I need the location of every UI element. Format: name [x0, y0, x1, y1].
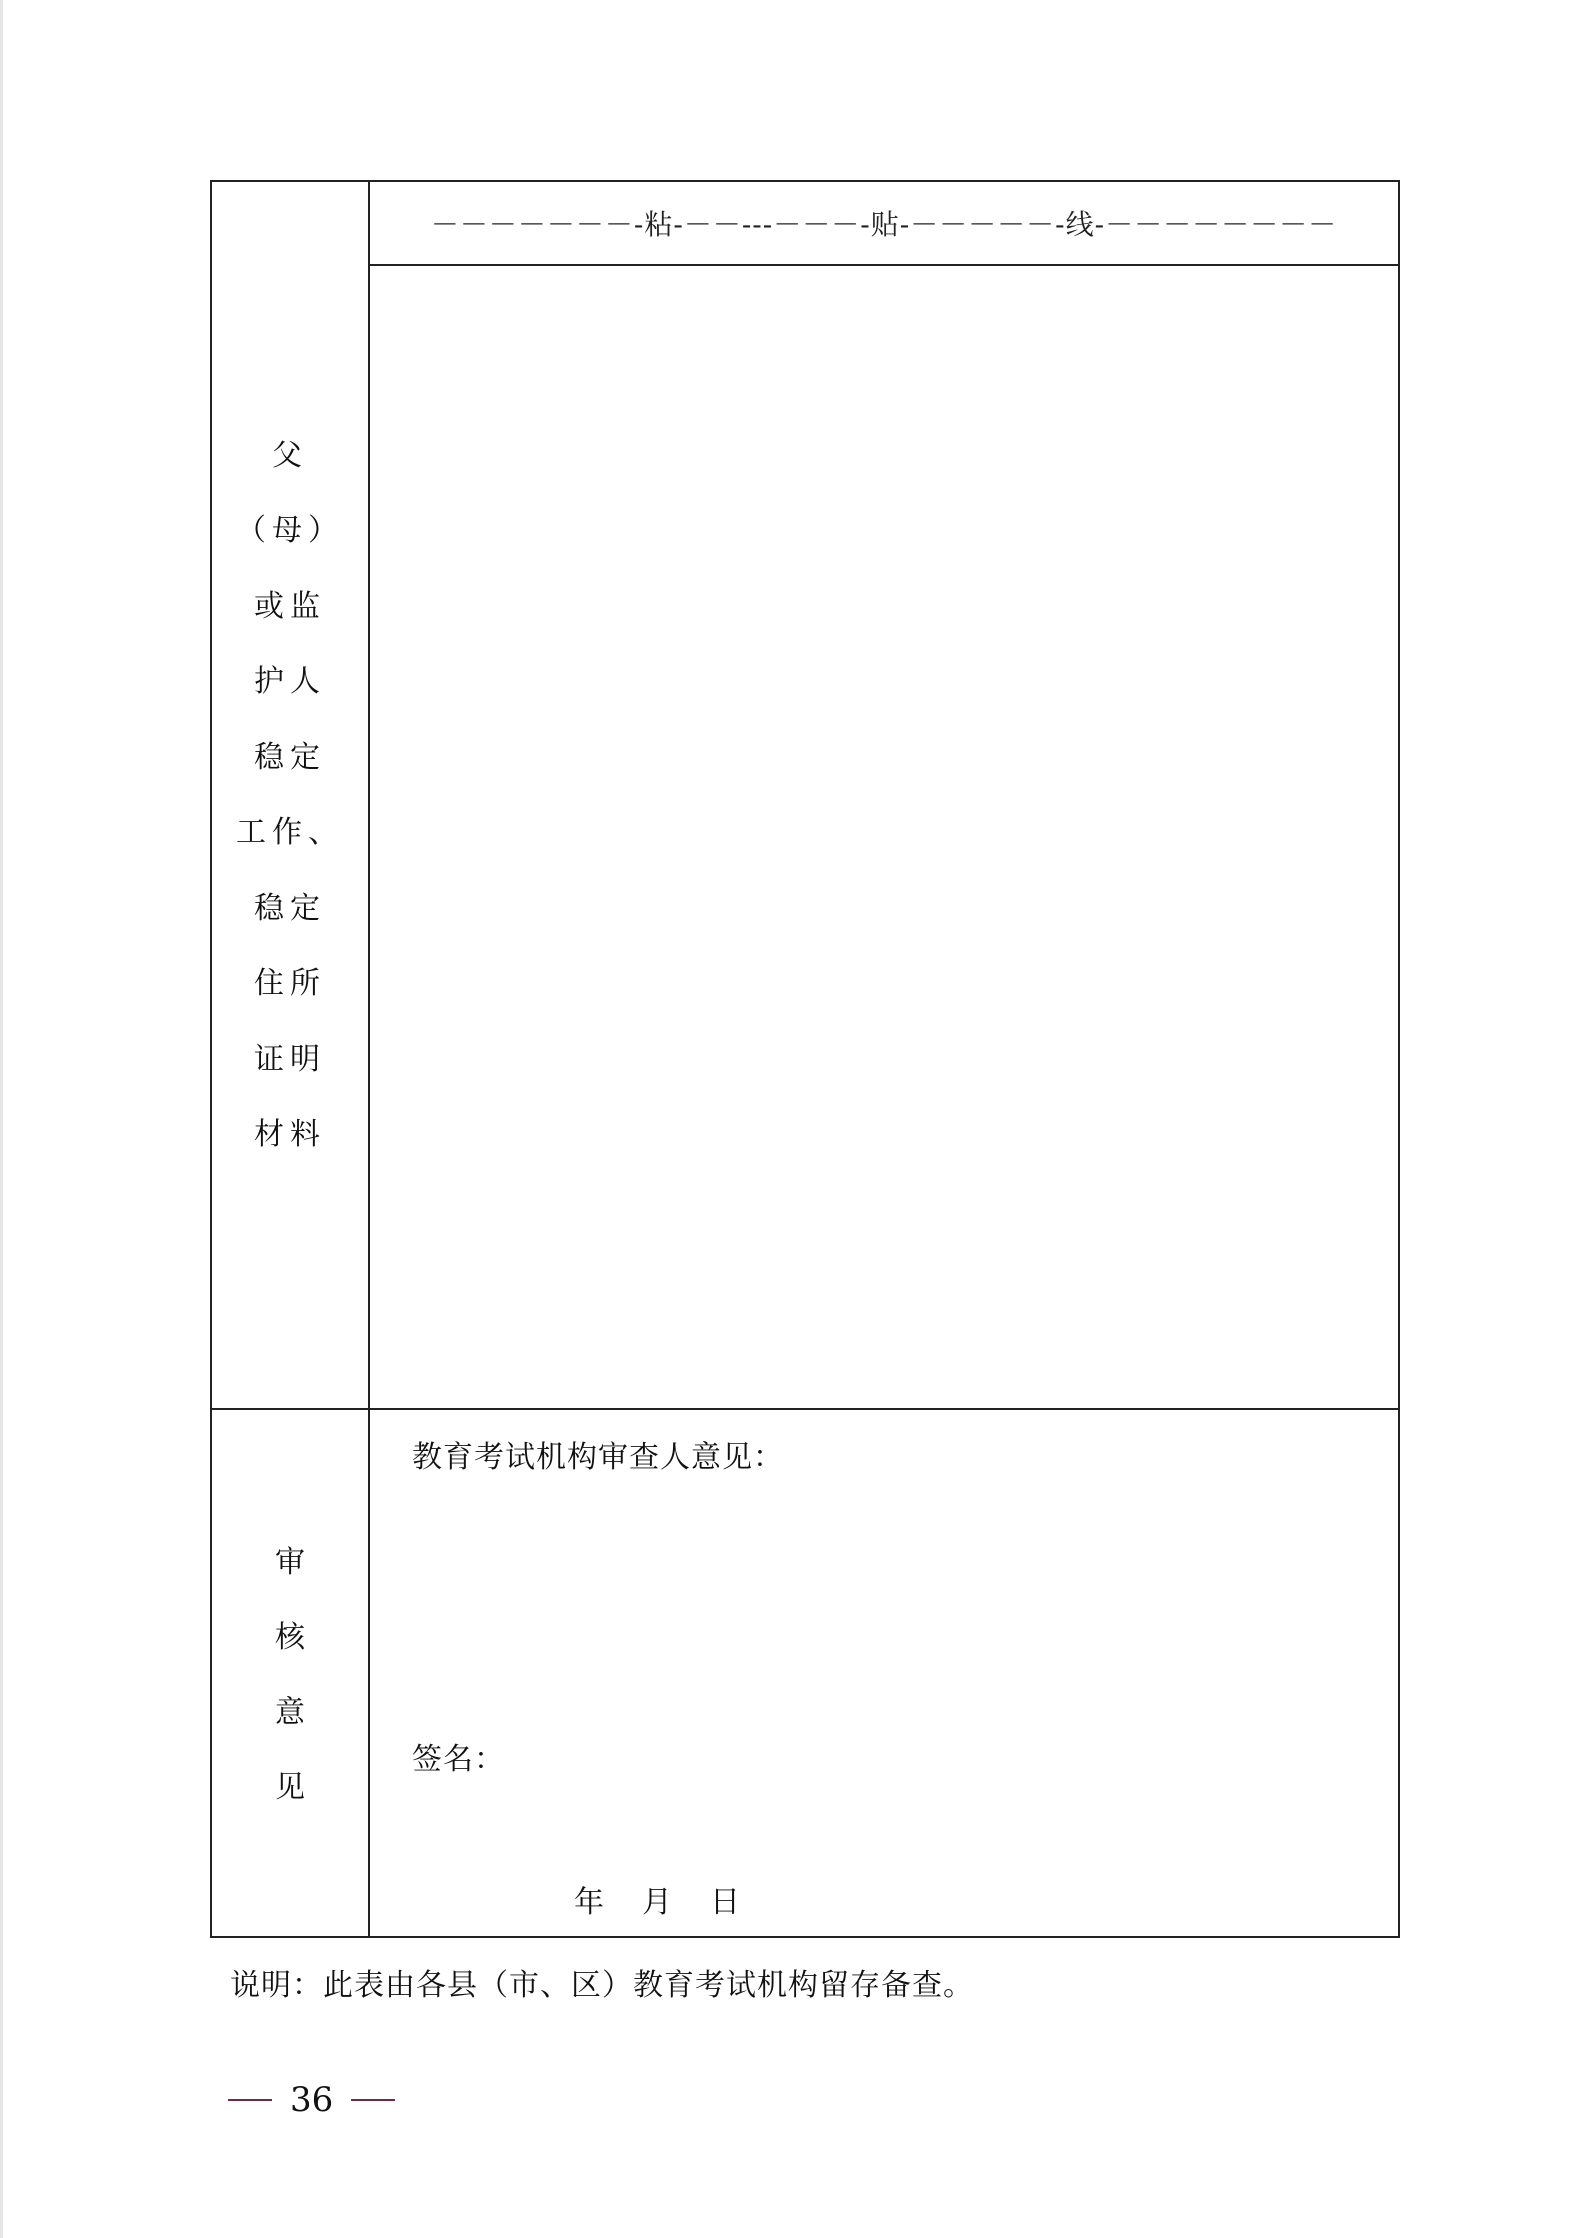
- label-line: 父: [272, 437, 308, 473]
- column-divider: [368, 182, 370, 1936]
- page-number-dash-right: [351, 2099, 395, 2101]
- date-label: 年 月 日: [574, 1885, 744, 1920]
- label-line: 或监: [254, 588, 326, 624]
- signature-label: 签名：: [412, 1742, 505, 1777]
- label-line: 意: [275, 1695, 305, 1730]
- label-line: 稳定: [254, 739, 326, 775]
- page-edge: [0, 0, 3, 2238]
- label-line: 住所: [254, 966, 326, 1001]
- label-line: 工作、: [236, 815, 344, 850]
- paste-line-text: －－－－－－－-粘-－－---－－－-贴-－－－－－-线-－－－－－－－－: [430, 208, 1338, 241]
- review-opinion-label: [212, 1410, 368, 1940]
- label-line: 材料: [254, 1117, 326, 1152]
- page-number-value: 36: [290, 2080, 334, 2120]
- label-line: 见: [275, 1770, 305, 1805]
- label-line: 护人: [254, 664, 326, 699]
- page-number-dash-left: [228, 2099, 272, 2101]
- footnote: 说明：此表由各县（市、区）教育考试机构留存备查。: [230, 1968, 974, 2003]
- paste-line-divider: [368, 264, 1398, 266]
- label-line: 稳定: [254, 890, 326, 926]
- reviewer-opinion-prompt: 教育考试机构审查人意见：: [412, 1440, 784, 1475]
- page-number: [228, 2080, 395, 2120]
- form-table: [210, 180, 1400, 1938]
- label-line: 核: [275, 1620, 305, 1655]
- label-line: （母）: [236, 513, 344, 548]
- proof-materials-label: [212, 182, 368, 1408]
- section-divider: [212, 1408, 1398, 1410]
- label-line: 证明: [254, 1041, 326, 1077]
- label-line: 审: [275, 1545, 305, 1580]
